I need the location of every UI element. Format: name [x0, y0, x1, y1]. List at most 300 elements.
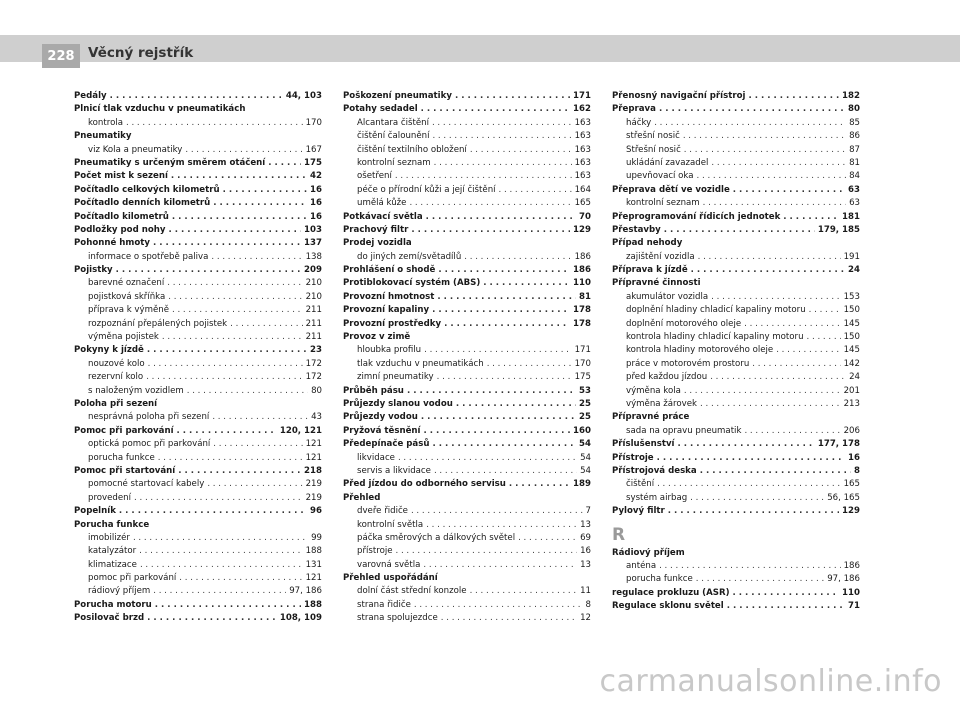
- entry-page: 171: [574, 345, 591, 356]
- entry-text: Průjezdy vodou: [343, 412, 418, 423]
- dot-leader: [185, 144, 302, 157]
- entry-page: 16: [848, 452, 860, 463]
- entry-page: 163: [574, 117, 591, 128]
- entry-text: výměna žárovek: [626, 398, 698, 409]
- dot-leader: [744, 318, 840, 331]
- entry-page: 8: [585, 599, 591, 610]
- index-entry: [343, 385, 591, 398]
- entry-page: 121: [305, 452, 322, 463]
- entry-text: kontrolní seznam: [626, 198, 700, 209]
- dot-leader: [678, 438, 815, 451]
- dot-leader: [690, 492, 824, 505]
- entry-text: do jiných zemí/světadílů: [357, 251, 462, 262]
- index-subentry: [612, 331, 860, 344]
- dot-leader: [411, 505, 583, 518]
- dot-leader: [414, 599, 583, 612]
- entry-page: 162: [573, 104, 591, 115]
- entry-text: čištění čalounění: [357, 131, 430, 142]
- dot-leader: [444, 318, 570, 331]
- dot-leader: [509, 478, 570, 491]
- dot-leader: [139, 545, 302, 558]
- index-subentry: [343, 251, 591, 264]
- index-entry: [74, 130, 322, 143]
- dot-leader: [207, 478, 302, 491]
- index-subentry: [343, 144, 591, 157]
- dot-leader: [664, 224, 815, 237]
- index-subentry: [612, 318, 860, 331]
- entry-text: Plnicí tlak vzduchu v pneumatikách: [74, 104, 246, 115]
- index-subentry: [74, 358, 322, 371]
- dot-leader: [441, 612, 577, 625]
- index-entry: [343, 224, 591, 237]
- entry-text: Porucha motoru: [74, 599, 152, 610]
- dot-leader: [698, 251, 841, 264]
- dot-leader: [776, 344, 840, 357]
- entry-page: 81: [579, 291, 591, 302]
- index-entry: [343, 318, 591, 331]
- index-letter: R: [612, 524, 626, 545]
- entry-text: před každou jízdou: [626, 372, 708, 383]
- index-entry: [612, 224, 860, 237]
- dot-leader: [395, 170, 572, 183]
- entry-text: Příprava k jízdě: [612, 265, 688, 276]
- entry-page: 189: [573, 479, 591, 490]
- entry-page: 145: [843, 318, 860, 329]
- index-entry: [612, 465, 860, 478]
- entry-text: informace o spotřebě paliva: [88, 251, 209, 262]
- entry-text: viz Kola a pneumatiky: [88, 144, 183, 155]
- index-entry: [343, 492, 591, 505]
- dot-leader: [407, 385, 576, 398]
- index-subentry: [343, 170, 591, 183]
- entry-page: 178: [573, 318, 591, 329]
- entry-page: 81: [849, 157, 860, 168]
- entry-page: 16: [580, 546, 591, 557]
- index-subentry: [343, 358, 591, 371]
- entry-page: 129: [573, 224, 591, 235]
- entry-text: rozpoznání přepálených pojistek: [88, 318, 228, 329]
- dot-leader: [691, 264, 845, 277]
- entry-text: Střešní nosič: [626, 144, 681, 155]
- index-entry: [343, 304, 591, 317]
- index-entry: [612, 264, 860, 277]
- entry-page: 84: [849, 171, 860, 182]
- entry-page: 177, 178: [817, 439, 860, 450]
- entry-page: 97, 186: [827, 574, 860, 585]
- dot-leader: [162, 331, 303, 344]
- dot-leader: [213, 438, 302, 451]
- entry-text: práce v motorovém prostoru: [626, 358, 750, 369]
- dot-leader: [168, 224, 301, 237]
- dot-leader: [657, 478, 841, 491]
- dot-leader: [172, 304, 303, 317]
- entry-page: 163: [574, 131, 591, 142]
- dot-leader: [421, 103, 570, 116]
- entry-page: 182: [842, 91, 860, 101]
- entry-text: Protiblokovací systém (ABS): [343, 278, 481, 289]
- index-entry: [612, 452, 860, 465]
- index-entry: [74, 344, 322, 357]
- entry-text: Pedály: [74, 91, 107, 101]
- index-entry: [74, 519, 322, 532]
- dot-leader: [177, 425, 277, 438]
- entry-page: 54: [580, 465, 591, 476]
- index-subentry: [612, 117, 860, 130]
- index-entry: [74, 90, 322, 103]
- dot-leader: [432, 130, 571, 143]
- index-subentry: [612, 478, 860, 491]
- page-header: [0, 0, 960, 62]
- dot-leader: [212, 411, 308, 424]
- index-subentry: [612, 251, 860, 264]
- entry-page: 160: [573, 425, 591, 436]
- entry-text: zajištění vozidla: [626, 251, 695, 262]
- dot-leader: [437, 371, 572, 384]
- entry-page: 170: [305, 117, 322, 128]
- dot-leader: [126, 117, 303, 130]
- dot-leader: [153, 237, 301, 250]
- dot-leader: [733, 587, 840, 600]
- dot-leader: [700, 398, 841, 411]
- dot-leader: [727, 600, 845, 613]
- entry-text: akumulátor vozidla: [626, 291, 709, 302]
- entry-text: dolní část střední konzole: [357, 586, 467, 597]
- entry-text: péče o přírodní kůži a její čištění: [357, 184, 496, 195]
- entry-page: 186: [843, 560, 860, 571]
- dot-leader: [744, 425, 840, 438]
- entry-page: 172: [305, 358, 322, 369]
- dot-leader: [456, 398, 576, 411]
- entry-text: výměna kola: [626, 385, 681, 396]
- entry-page: 181: [842, 211, 860, 222]
- index-subentry: [612, 385, 860, 398]
- dot-leader: [703, 197, 846, 210]
- index-subentry: [74, 318, 322, 331]
- dot-leader: [438, 264, 570, 277]
- dot-leader: [654, 117, 846, 130]
- entry-text: Provozní hmotnost: [343, 291, 435, 302]
- index-subentry: [74, 411, 322, 424]
- entry-text: Pomoc při startování: [74, 465, 176, 476]
- entry-page: 171: [573, 91, 591, 101]
- dot-leader: [657, 452, 845, 465]
- entry-text: servis a likvidace: [357, 465, 431, 476]
- index-entry: [74, 237, 322, 250]
- dot-leader: [147, 612, 277, 625]
- index-subentry: [612, 130, 860, 143]
- index-entry: [74, 211, 322, 224]
- entry-page: 218: [304, 465, 322, 476]
- dot-leader: [683, 130, 846, 143]
- dot-leader: [424, 344, 571, 357]
- dot-leader: [134, 492, 303, 505]
- entry-page: 42: [310, 171, 322, 182]
- entry-text: Prodej vozidla: [343, 238, 412, 249]
- index-column-2: [343, 90, 591, 626]
- entry-text: Přeprogramování řídicích jednotek: [612, 211, 781, 222]
- entry-text: kontrolní seznam: [357, 157, 431, 168]
- index-entry: [74, 170, 322, 183]
- index-column-3: [612, 90, 860, 613]
- entry-text: háčky: [626, 117, 652, 128]
- entry-text: Poloha při sezení: [74, 398, 158, 409]
- entry-page: 71: [848, 601, 860, 612]
- index-subentry: [612, 344, 860, 357]
- entry-text: anténa: [626, 560, 657, 571]
- entry-page: 80: [848, 104, 860, 115]
- index-entry: [343, 398, 591, 411]
- entry-page: 63: [848, 184, 860, 195]
- entry-text: rádiový příjem: [88, 586, 151, 597]
- entry-text: optická pomoc při parkování: [88, 439, 211, 450]
- entry-text: Přeprava dětí ve vozidle: [612, 184, 730, 195]
- index-subentry: [612, 371, 860, 384]
- index-subentry: [343, 184, 591, 197]
- index-subentry: [74, 545, 322, 558]
- dot-leader: [213, 197, 307, 210]
- dot-leader: [432, 438, 576, 451]
- entry-text: výměna pojistek: [88, 332, 159, 343]
- entry-text: Pneumatiky s určeným směrem otáčení: [74, 157, 266, 168]
- entry-page: 63: [849, 198, 860, 209]
- entry-text: střešní nosič: [626, 131, 680, 142]
- dot-leader: [748, 90, 839, 103]
- entry-text: likvidace: [357, 452, 395, 463]
- entry-page: 11: [580, 586, 591, 597]
- entry-text: Pokyny k jízdě: [74, 345, 144, 356]
- entry-page: 167: [305, 144, 322, 155]
- index-subentry: [343, 505, 591, 518]
- entry-text: čištění: [626, 479, 655, 490]
- index-entry: [343, 277, 591, 290]
- index-subentry: [343, 545, 591, 558]
- entry-page: 16: [310, 211, 322, 222]
- entry-text: pojistková skříňka: [88, 291, 166, 302]
- dot-leader: [155, 599, 301, 612]
- entry-page: 170: [574, 358, 591, 369]
- dot-leader: [178, 465, 301, 478]
- entry-text: pomocné startovací kabely: [88, 479, 205, 490]
- index-entry: [74, 184, 322, 197]
- index-subentry: [343, 465, 591, 478]
- entry-text: umělá kůže: [357, 198, 407, 209]
- entry-page: 110: [573, 278, 591, 289]
- entry-page: 24: [849, 372, 860, 383]
- entry-page: 153: [843, 291, 860, 302]
- entry-text: Pryžová těsnění: [343, 425, 421, 436]
- index-subentry: [343, 344, 591, 357]
- entry-page: 56, 165: [827, 492, 860, 503]
- dot-leader: [684, 144, 846, 157]
- dot-leader: [434, 465, 577, 478]
- entry-text: Přístroje: [612, 452, 654, 463]
- entry-page: 163: [574, 157, 591, 168]
- index-entry: [612, 600, 860, 613]
- entry-page: 163: [574, 144, 591, 155]
- index-subentry: [343, 452, 591, 465]
- entry-text: provedení: [88, 492, 132, 503]
- index-subentry: [612, 425, 860, 438]
- index-entry: [343, 291, 591, 304]
- index-entry: [612, 587, 860, 600]
- dot-leader: [146, 371, 302, 384]
- entry-text: Přehled uspořádání: [343, 573, 438, 584]
- dot-leader: [696, 573, 824, 586]
- dot-leader: [110, 90, 283, 103]
- dot-leader: [398, 452, 577, 465]
- dot-leader: [171, 170, 307, 183]
- dot-leader: [167, 277, 302, 290]
- entry-page: 120, 121: [279, 425, 322, 436]
- entry-text: kontrola hladiny chladicí kapaliny motoru: [626, 332, 804, 343]
- entry-text: páčka směrových a dálkových světel: [357, 532, 516, 543]
- entry-page: 188: [305, 546, 322, 557]
- entry-text: porucha funkce: [88, 452, 155, 463]
- entry-text: Případ nehody: [612, 238, 683, 249]
- entry-page: 175: [304, 157, 322, 168]
- index-entry: [343, 411, 591, 424]
- entry-page: 70: [579, 211, 591, 222]
- dot-leader: [158, 452, 303, 465]
- entry-text: Regulace sklonu světel: [612, 601, 724, 612]
- entry-page: 150: [843, 332, 860, 343]
- entry-text: Přehled: [343, 492, 381, 503]
- dot-leader: [455, 90, 570, 103]
- dot-leader: [432, 117, 572, 130]
- watermark: carmanualsonline.info: [599, 664, 942, 699]
- entry-text: Pomoc při parkování: [74, 425, 174, 436]
- dot-leader: [396, 545, 578, 558]
- dot-leader: [140, 559, 303, 572]
- entry-text: dveře řidiče: [357, 506, 408, 517]
- dot-leader: [424, 425, 571, 438]
- index-entry: [74, 157, 322, 170]
- entry-page: 108, 109: [279, 613, 322, 624]
- index-subentry: [612, 358, 860, 371]
- entry-text: Přestavby: [612, 224, 661, 235]
- entry-page: 131: [305, 559, 322, 570]
- dot-leader: [464, 251, 571, 264]
- index-subentry: [74, 291, 322, 304]
- entry-text: systém airbag: [626, 492, 688, 503]
- dot-leader: [172, 211, 307, 224]
- index-entry: [74, 103, 322, 116]
- index-subentry: [612, 398, 860, 411]
- index-entry: [343, 438, 591, 451]
- index-subentry: [74, 559, 322, 572]
- index-entry: [74, 264, 322, 277]
- entry-text: Předepínače pásů: [343, 439, 430, 450]
- entry-page: 219: [305, 479, 322, 490]
- entry-page: 150: [843, 305, 860, 316]
- dot-leader: [437, 291, 576, 304]
- index-entry: [74, 224, 322, 237]
- entry-page: 138: [305, 251, 322, 262]
- entry-page: 23: [310, 345, 322, 356]
- dot-leader: [230, 318, 302, 331]
- dot-leader: [733, 184, 845, 197]
- entry-page: 44, 103: [285, 91, 322, 101]
- dot-leader: [807, 331, 841, 344]
- index-entry: [612, 103, 860, 116]
- index-subentry: [74, 331, 322, 344]
- entry-text: nouzové kolo: [88, 358, 145, 369]
- entry-text: Prachový filtr: [343, 224, 409, 235]
- index-subentry: [74, 304, 322, 317]
- entry-page: 210: [305, 291, 322, 302]
- entry-text: doplnění motorového oleje: [626, 318, 742, 329]
- index-entry: [74, 505, 322, 518]
- entry-text: Přenosný navigační přístroj: [612, 91, 746, 101]
- entry-text: Přípravné práce: [612, 412, 690, 423]
- index-entry: [74, 599, 322, 612]
- entry-text: Potkávací světla: [343, 211, 423, 222]
- entry-page: 53: [579, 385, 591, 396]
- entry-page: 16: [310, 198, 322, 209]
- index-entry: [343, 237, 591, 250]
- index-subentry: [343, 599, 591, 612]
- entry-text: Podložky pod nohy: [74, 224, 166, 235]
- dot-leader: [187, 385, 308, 398]
- entry-text: Před jízdou do odborného servisu: [343, 479, 506, 490]
- entry-text: rezervní kolo: [88, 372, 144, 383]
- index-subentry: [74, 251, 322, 264]
- index-subentry: [612, 197, 860, 210]
- index-entry: [612, 438, 860, 451]
- entry-text: Pneumatiky: [74, 131, 132, 142]
- index-entry: [74, 197, 322, 210]
- index-entry: [343, 478, 591, 491]
- entry-text: čištění textilního obložení: [357, 144, 467, 155]
- entry-page: 175: [574, 372, 591, 383]
- dot-leader: [710, 371, 846, 384]
- entry-page: 165: [574, 198, 591, 209]
- dot-leader: [211, 251, 302, 264]
- entry-page: 188: [304, 599, 322, 610]
- index-subentry: [612, 560, 860, 573]
- entry-text: regulace prokluzu (ASR): [612, 587, 730, 598]
- entry-page: 99: [311, 532, 322, 543]
- index-entry: [74, 398, 322, 411]
- entry-page: 142: [843, 358, 860, 369]
- page-title: Věcný rejstřík: [88, 45, 194, 61]
- entry-page: 137: [304, 238, 322, 249]
- entry-page: 186: [574, 251, 591, 262]
- index-entry: [74, 465, 322, 478]
- dot-leader: [411, 224, 570, 237]
- entry-text: Počet mist k sezení: [74, 171, 168, 182]
- dot-leader: [432, 304, 570, 317]
- index-entry: [74, 612, 322, 625]
- entry-page: 121: [305, 573, 322, 584]
- entry-page: 13: [580, 519, 591, 530]
- dot-leader: [684, 385, 841, 398]
- entry-text: zimní pneumatiky: [357, 372, 434, 383]
- entry-text: strana spolujezdce: [357, 613, 438, 624]
- dot-leader: [668, 505, 839, 518]
- entry-text: kontrolní světla: [357, 519, 424, 530]
- entry-text: příprava k výměně: [88, 305, 169, 316]
- index-subentry: [74, 144, 322, 157]
- entry-page: 54: [579, 439, 591, 450]
- dot-leader: [487, 358, 572, 371]
- entry-text: Příslušenství: [612, 439, 675, 450]
- entry-page: 80: [311, 385, 322, 396]
- entry-page: 13: [580, 559, 591, 570]
- index-subentry: [612, 304, 860, 317]
- entry-page: 97, 186: [289, 586, 322, 597]
- entry-text: Posilovač brzd: [74, 613, 145, 624]
